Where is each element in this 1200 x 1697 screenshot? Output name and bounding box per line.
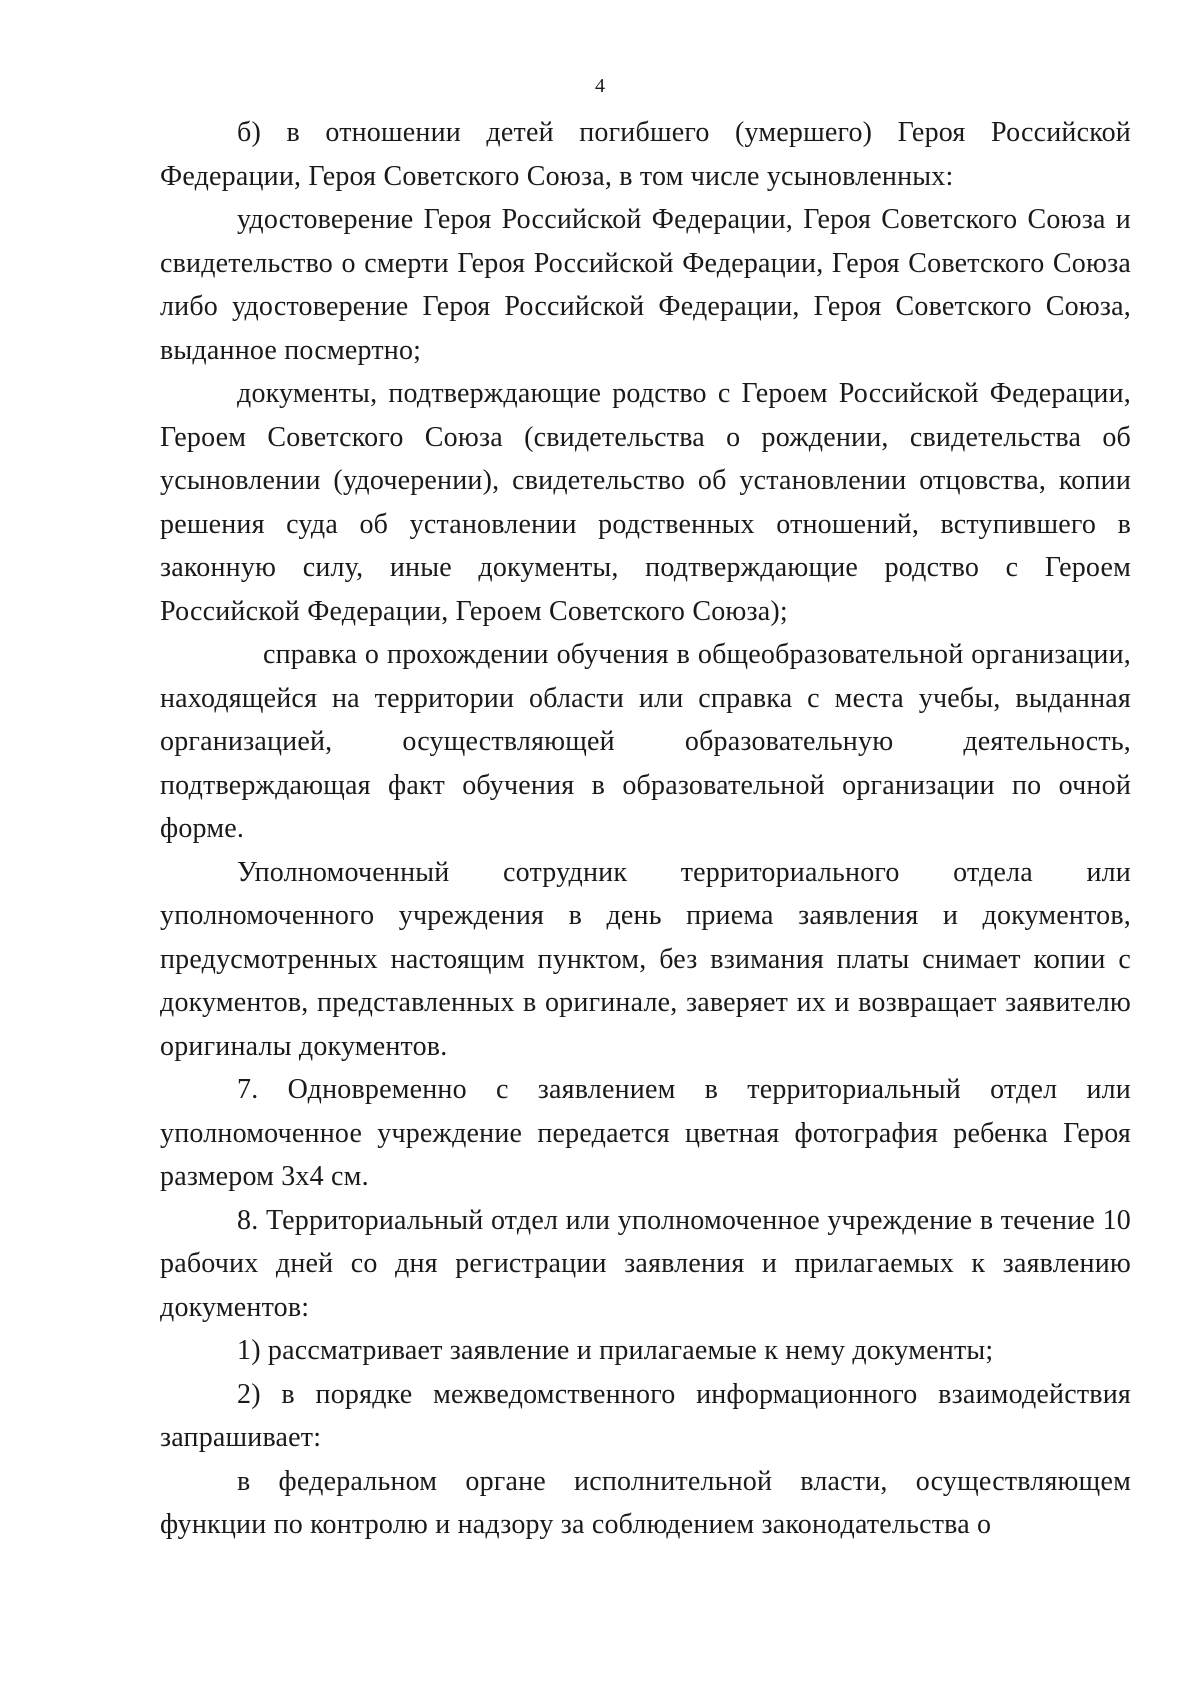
paragraph-federal-authority: в федеральном органе исполнительной власти, осуществляющем функции по контролю и надзору за соблюдением законодательства о (160, 1465, 1131, 1540)
document-body (160, 111, 1131, 1547)
paragraph-item-8: 8. Территориальный отдел или уполномоченное учреждение в течение 10 рабочих дней со дня регистрации заявления и прилагаемых к заявлению документов: (160, 1204, 1131, 1323)
paragraph-subitem-2: 2) в порядке межведомственного информационного взаимодействия запрашивает: (160, 1378, 1131, 1453)
paragraph-authorized-employee: Уполномоченный сотрудник территориального отдела или уполномоченного учреждения в день приема заявления и документов, предусмотренных настоящим пунктом, без взимания платы снимает копии с документов, представленных в оригинале, заверяет их и возвращает заявителю оригиналы документов. (160, 856, 1131, 1062)
paragraph-education-certificate: справка о прохождении обучения в общеобразовательной организации, находящейся на территории области или справка с места учебы, выданная организацией, осуществляющей образовательную деятельность, подтверждающая факт обучения в образовательной организации по очной форме. (160, 639, 1131, 844)
paragraph-item-7: 7. Одновременно с заявлением в территориальный отдел или уполномоченное учреждение передается цветная фотография ребенка Героя размером 3х4 см. (160, 1074, 1131, 1192)
paragraph-hero-certificate: удостоверение Героя Российской Федерации, Героя Советского Союза и свидетельство о смерти Героя Российской Федерации, Героя Советского Союза либо удостоверение Героя Российской Федерации, Героя Советского Союза, выданное посмертно; (160, 204, 1131, 366)
paragraph-subitem-1: 1) рассматривает заявление и прилагаемые к нему документы; (237, 1335, 994, 1366)
paragraph-children-of-hero: б) в отношении детей погибшего (умершего) Героя Российской Федерации, Героя Советского Союза, в том числе усыновленных: (160, 117, 1131, 192)
paragraph-kinship-documents: документы, подтверждающие родство с Героем Российской Федерации, Героем Советского Союза (свидетельства о рождении, свидетельства об усыновлении (удочерении), свидетельство об установлении отцовства, копии решения суда об установлении родственных отношений, вступившего в законную силу, иные документы, подтверждающие родство с Героем Российской Федерации, Героем Советского Союза); (160, 378, 1131, 627)
page-number: 4 (595, 75, 605, 97)
